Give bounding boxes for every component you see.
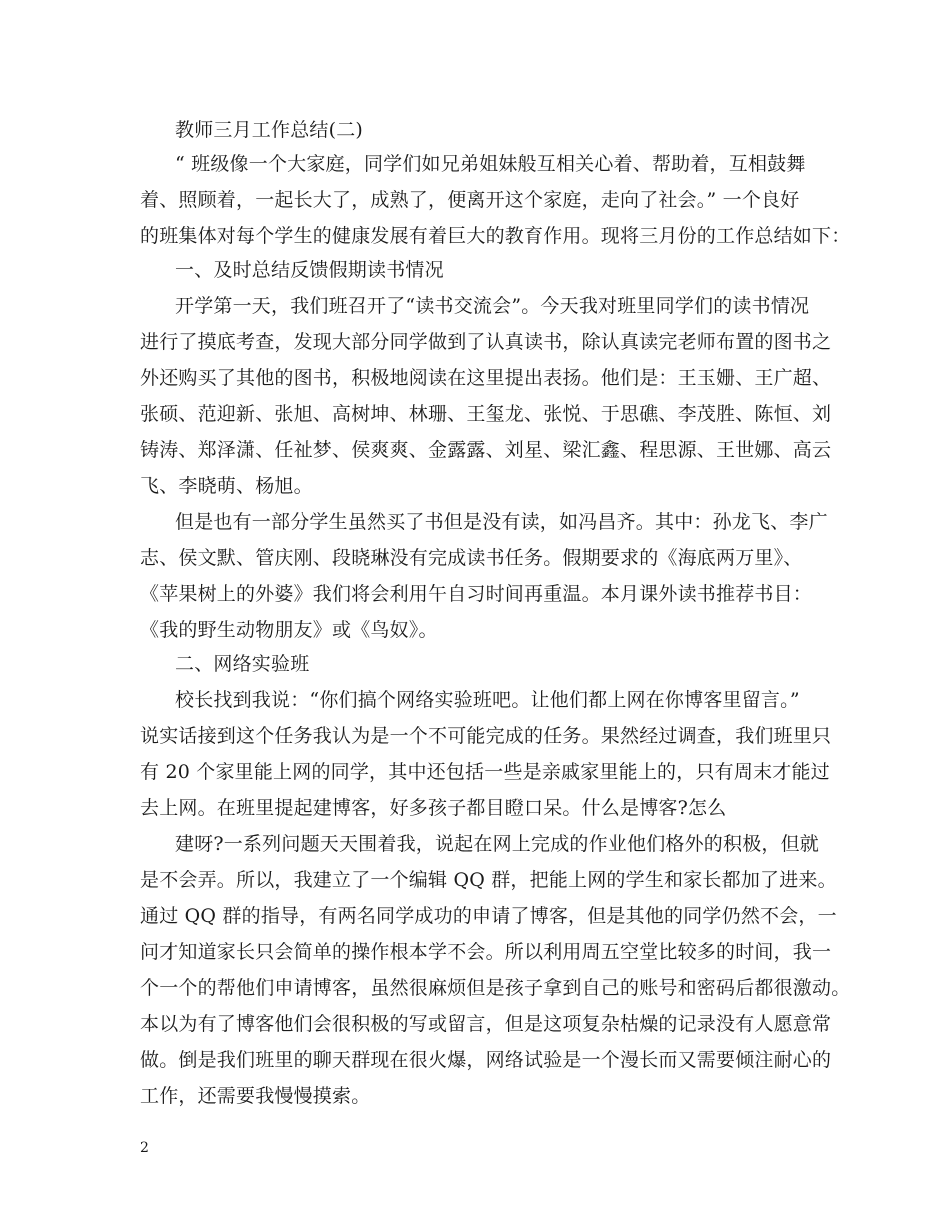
text-line: 去上网。在班里提起建博客，好多孩子都目瞪口呆。什么是博客?怎么 xyxy=(140,797,727,819)
text-line: 《苹果树上的外婆》我们将会利用午自习时间再重温。本月课外读书推荐书目： xyxy=(140,583,813,605)
section-heading: 一、及时总结反馈假期读书情况 xyxy=(175,259,444,281)
text-line: 进行了摸底考查，发现大部分同学做到了认真读书，除认真读完老师布置的图书之 xyxy=(140,331,832,353)
text-line: 张硕、范迎新、张旭、高树坤、林珊、王玺龙、张悦、于思礁、李茂胜、陈恒、刘 xyxy=(140,403,832,425)
text-line: 《我的野生动物朋友》或《鸟奴》。 xyxy=(140,619,438,641)
text-line: 说实话接到这个任务我认为是一个不可能完成的任务。果然经过调查，我们班里只 xyxy=(140,725,832,747)
text-line: 飞、李晓萌、杨旭。 xyxy=(140,475,313,497)
text-line: 铸涛、郑泽潇、任祉梦、侯爽爽、金露露、刘星、梁汇鑫、程思源、王世娜、高云 xyxy=(140,439,832,461)
section-heading: 二、网络实验班 xyxy=(175,653,310,675)
text-line: 做。倒是我们班里的聊天群现在很火爆，网络试验是一个漫长而又需要倾注耐心的 xyxy=(140,1049,832,1071)
text-line: 校长找到我说：“你们搞个网络实验班吧。让他们都上网在你博客里留言。” xyxy=(175,689,800,711)
text-line: 是不会弄。所以，我建立了一个编辑 QQ 群，把能上网的学生和家长都加了进来。 xyxy=(140,869,837,891)
page-number: 2 xyxy=(140,1140,149,1156)
text-line: 个一个的帮他们申请博客，虽然很麻烦但是孩子拿到自己的账号和密码后都很激动。 xyxy=(140,977,851,999)
text-line: 本以为有了博客他们会很积极的写或留言，但是这项复杂枯燥的记录没有人愿意常 xyxy=(140,1013,832,1035)
text-line: 开学第一天，我们班召开了“读书交流会”。今天我对班里同学们的读书情况 xyxy=(175,295,810,317)
text-line: 着、照顾着，一起长大了，成熟了，便离开这个家庭，走向了社会。” 一个良好 xyxy=(140,189,800,211)
text-line: 外还购买了其他的图书，积极地阅读在这里提出表扬。他们是：王玉姗、王广超、 xyxy=(140,367,832,389)
text-line: 通过 QQ 群的指导，有两名同学成功的申请了博客，但是其他的同学仍然不会，一 xyxy=(140,905,837,927)
text-line: 的班集体对每个学生的健康发展有着巨大的教育作用。现将三月份的工作总结如下： xyxy=(140,225,851,247)
text-line: 但是也有一部分学生虽然买了书但是没有读，如冯昌齐。其中：孙龙飞、李广 xyxy=(175,511,828,533)
text-line: 建呀?一系列问题天天围着我，说起在网上完成的作业他们格外的积极，但就 xyxy=(175,833,819,855)
text-line: 有 20 个家里能上网的同学，其中还包括一些是亲戚家里能上的，只有周末才能过 xyxy=(140,761,830,783)
text-line: 志、侯文默、管庆刚、段晓琳没有完成读书任务。假期要求的《海底两万里》、 xyxy=(140,547,803,569)
document-title: 教师三月工作总结(二) xyxy=(175,119,364,141)
text-line: 工作，还需要我慢慢摸索。 xyxy=(140,1085,371,1107)
text-line: “ 班级像一个大家庭，同学们如兄弟姐妹般互相关心着、帮助着，互相鼓舞 xyxy=(175,153,806,175)
text-line: 问才知道家长只会简单的操作根本学不会。所以利用周五空堂比较多的时间，我一 xyxy=(140,941,832,963)
